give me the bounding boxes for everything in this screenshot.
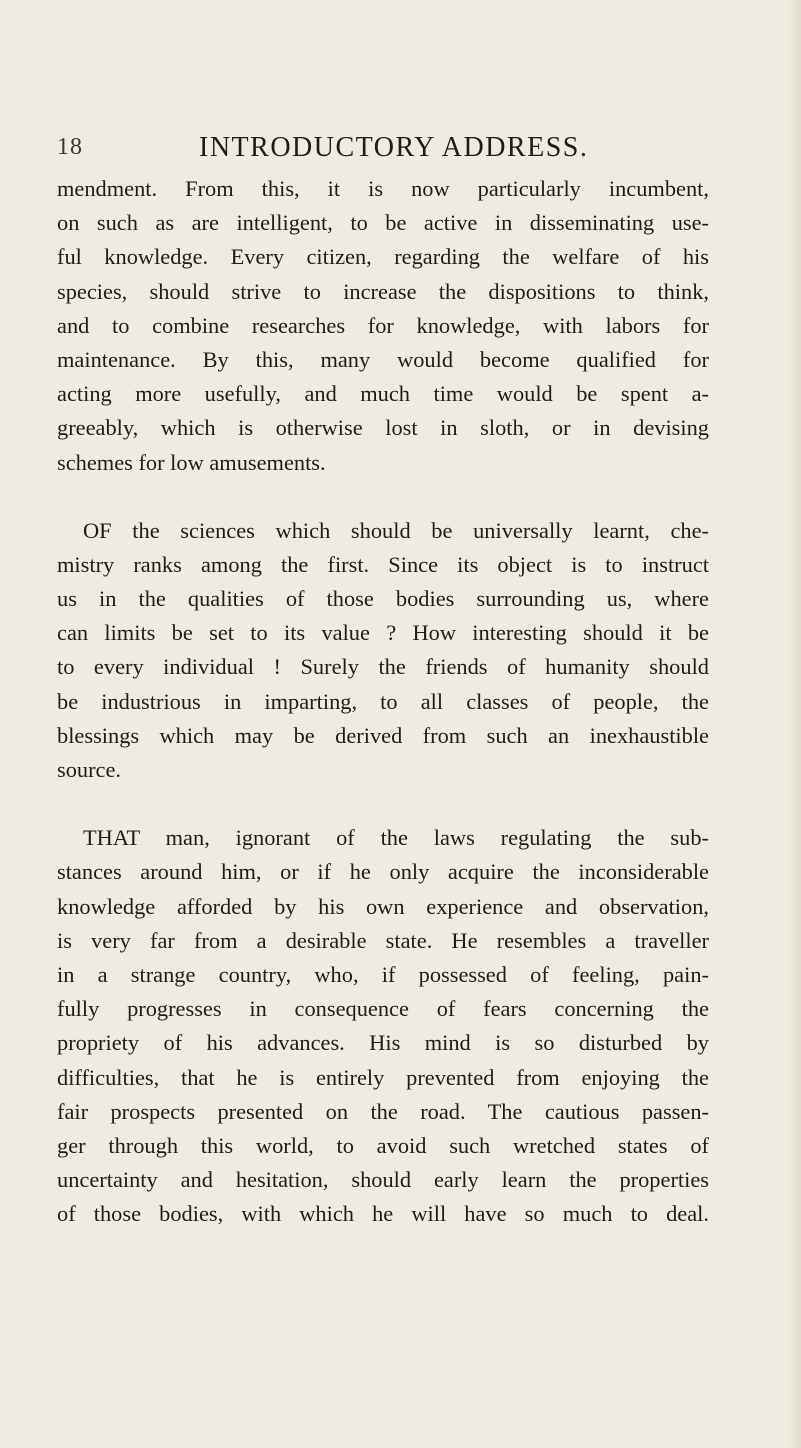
text-line: uncertainty and hesitation, should early learn the properties bbox=[57, 1167, 709, 1193]
text-line: fair prospects presented on the road. The cautious passen- bbox=[57, 1098, 709, 1124]
text-line: OF the sciences which should be universally learnt, che- bbox=[83, 517, 709, 543]
paragraph-2 bbox=[57, 514, 709, 788]
text-line: greeably, which is otherwise lost in sloth, or in devising bbox=[57, 415, 709, 441]
text-line: THAT man, ignorant of the laws regulating the sub- bbox=[83, 825, 709, 851]
text-line: knowledge afforded by his own experience and observation, bbox=[57, 893, 709, 919]
text-line: stances around him, or if he only acquire the inconsiderable bbox=[57, 859, 709, 885]
text-line: be industrious in imparting, to all classes of people, the bbox=[57, 688, 709, 714]
text-line: us in the qualities of those bodies surrounding us, where bbox=[57, 586, 709, 612]
text-line: ger through this world, to avoid such wretched states of bbox=[57, 1132, 709, 1158]
running-head: INTRODUCTORY ADDRESS. bbox=[199, 132, 589, 163]
text-line: species, should strive to increase the dispositions to think, bbox=[57, 278, 709, 304]
text-line: blessings which may be derived from such an inexhaustible bbox=[57, 722, 709, 748]
page-header bbox=[57, 132, 617, 168]
text-line: propriety of his advances. His mind is so disturbed by bbox=[57, 1030, 709, 1056]
paragraph-1 bbox=[57, 172, 709, 480]
text-line: source. bbox=[57, 757, 122, 782]
text-line: fully progresses in consequence of fears concerning the bbox=[57, 996, 709, 1022]
text-line: schemes for low amusements. bbox=[57, 449, 326, 475]
paragraph-spacer bbox=[57, 787, 709, 821]
paragraph-spacer bbox=[57, 480, 709, 514]
text-line: on such as are intelligent, to be active in disseminating use- bbox=[57, 210, 709, 236]
text-line: is very far from a desirable state. He resembles a traveller bbox=[57, 927, 709, 953]
text-line: to every individual ! Surely the friends of humanity should bbox=[57, 654, 709, 680]
text-line: and to combine researches for knowledge, with labors for bbox=[57, 312, 709, 338]
text-line: ful knowledge. Every citizen, regarding the welfare of his bbox=[57, 244, 709, 270]
page-number: 18 bbox=[57, 134, 83, 160]
body-text bbox=[57, 172, 709, 1231]
text-line: in a strange country, who, if possessed of feeling, pain- bbox=[57, 961, 709, 987]
page-edge-shadow bbox=[787, 0, 801, 1448]
text-line: acting more usefully, and much time would be spent a- bbox=[57, 381, 709, 407]
text-line: of those bodies, with which he will have so much to deal. bbox=[57, 1201, 709, 1227]
text-line: difficulties, that he is entirely prevented from enjoying the bbox=[57, 1064, 709, 1090]
text-line: mendment. From this, it is now particularly incumbent, bbox=[57, 176, 709, 201]
text-line: can limits be set to its value ? How interesting should it be bbox=[57, 620, 709, 646]
text-line: maintenance. By this, many would become qualified for bbox=[57, 346, 709, 372]
text-line: mistry ranks among the first. Since its object is to instruct bbox=[57, 551, 709, 577]
paragraph-3 bbox=[57, 821, 709, 1231]
